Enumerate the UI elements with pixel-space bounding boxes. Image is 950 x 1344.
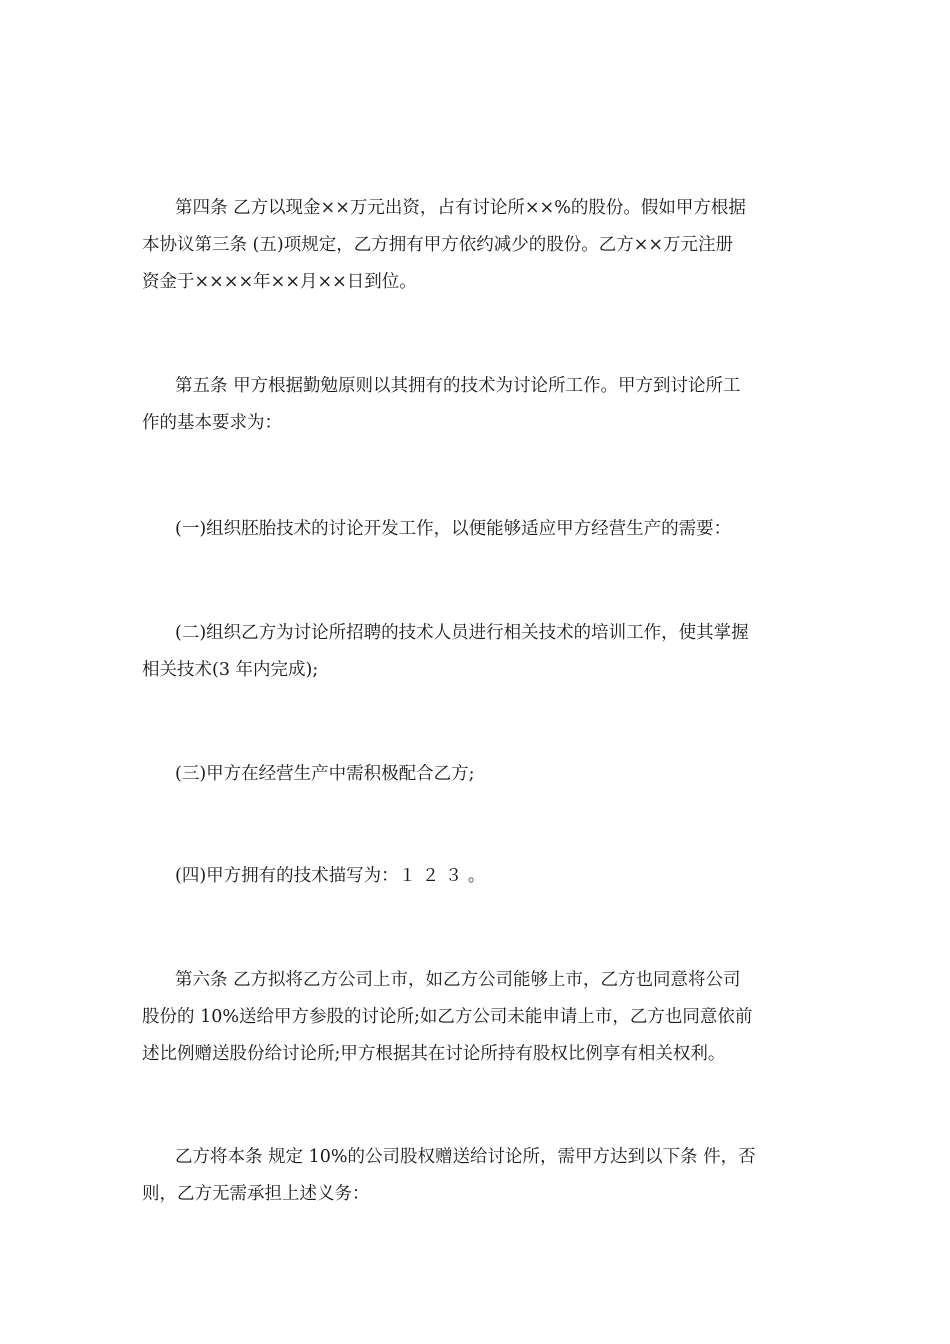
text-line: 股份的 10%送给甲方参股的讨论所;如乙方公司未能申请上市，乙方也同意依前: [142, 1007, 753, 1027]
paragraph-item-1: [142, 511, 814, 548]
text-line: (二)组织乙方为讨论所招聘的技术人员进行相关技术的培训工作，使其掌握: [175, 623, 749, 643]
text-line: 相关技术(3 年内完成);: [142, 660, 319, 680]
text-line: (三)甲方在经营生产中需积极配合乙方;: [175, 764, 475, 784]
paragraph-article-4: [142, 190, 814, 301]
paragraph-item-2: [142, 615, 814, 689]
text-line: 作的基本要求为：: [142, 413, 282, 433]
text-line: (四)甲方拥有的技术描写为：１ ２ ３ 。: [175, 866, 486, 886]
paragraph-article-6-continued: [142, 1139, 814, 1213]
paragraph-article-6: [142, 962, 814, 1073]
text-line: 述比例赠送股份给讨论所;甲方根据其在讨论所持有股权比例享有相关权利。: [142, 1044, 726, 1064]
text-line: 本协议第三条 (五)项规定，乙方拥有甲方依约减少的股份。乙方××万元注册: [142, 235, 734, 255]
text-line: 乙方将本条 规定 10%的公司股权赠送给讨论所，需甲方达到以下条 件，否: [175, 1147, 756, 1167]
text-line: 第五条 甲方根据勤勉原则以其拥有的技术为讨论所工作。甲方到讨论所工: [175, 376, 741, 396]
text-line: 第四条 乙方以现金××万元出资，占有讨论所××%的股份。假如甲方根据: [175, 198, 746, 218]
text-line: 则，乙方无需承担上述义务：: [142, 1184, 370, 1204]
text-line: 资金于××××年××月××日到位。: [142, 272, 417, 292]
paragraph-item-3: [142, 756, 814, 793]
paragraph-article-5: [142, 368, 814, 442]
text-line: (一)组织胚胎技术的讨论开发工作，以便能够适应甲方经营生产的需要：: [175, 519, 732, 539]
text-line: 第六条 乙方拟将乙方公司上市，如乙方公司能够上市，乙方也同意将公司: [175, 970, 741, 990]
paragraph-item-4: [142, 858, 814, 895]
